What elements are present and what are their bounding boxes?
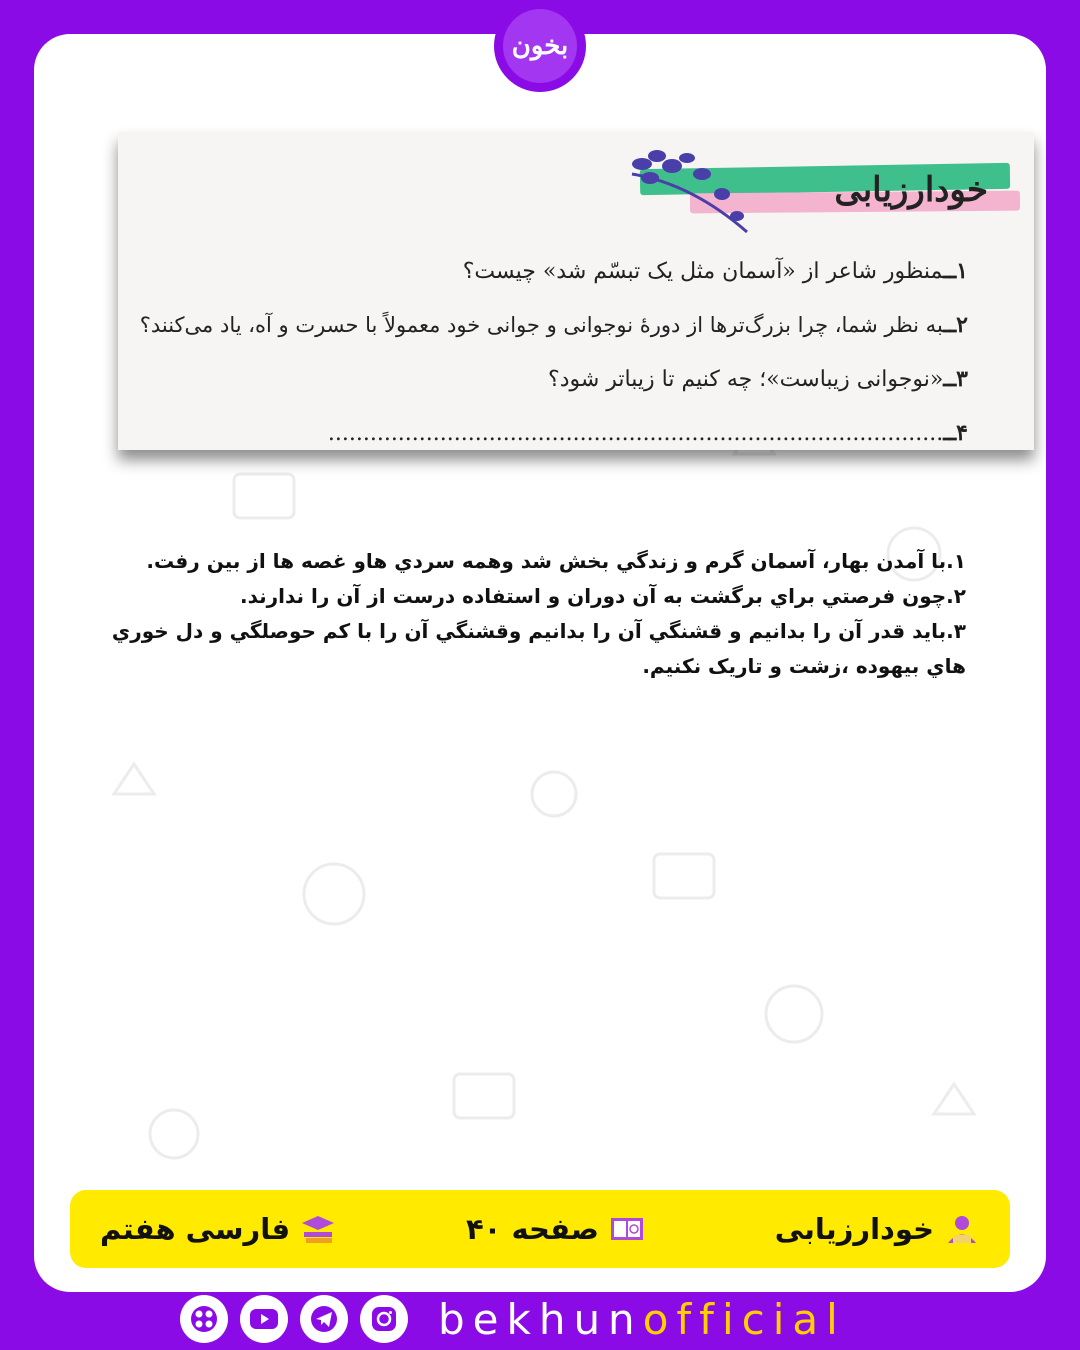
bekhun-logo: [494, 0, 586, 92]
brand-part2: official: [642, 1294, 846, 1344]
brand-name: [438, 1295, 846, 1344]
book-label: فارسی هفتم: [100, 1212, 291, 1246]
logo-text: بخون: [503, 9, 577, 83]
answer-item: ۲.چون فرصتي براي برگشت به آن دوران و استفاده درست از آن را ندارند.: [239, 584, 966, 608]
page-label: صفحه ۴۰: [465, 1212, 599, 1246]
lesson-label: خودارزیابی: [774, 1212, 934, 1246]
youtube-icon[interactable]: [240, 1295, 288, 1343]
question-item: ۴ــ........................................................................................: [327, 420, 968, 446]
page-tag: [466, 1212, 645, 1246]
question-item: ۱ــمنظور شاعر از «آسمان مثل یک تبسّم شد» چیست؟: [462, 258, 968, 284]
question-list: [128, 244, 968, 460]
scan-title-banner: [630, 154, 1020, 218]
aparat-icon[interactable]: [180, 1295, 228, 1343]
telegram-icon[interactable]: [300, 1295, 348, 1343]
graduation-cap-icon: [300, 1214, 336, 1244]
lavender-flower-icon: [612, 144, 762, 239]
question-item: ۳ــ«نوجوانی زیباست»؛ چه کنیم تا زیباتر شود؟: [548, 366, 968, 392]
footer-social: [180, 1294, 900, 1344]
answer-item: ۱.با آمدن بهار، آسمان گرم و زندگي بخش شد وهمه سردي هاو غصه ها از بين رفت.: [146, 549, 966, 573]
answers-list: [94, 544, 966, 684]
brand-part1: bekhun: [438, 1294, 643, 1344]
instagram-icon[interactable]: [360, 1295, 408, 1343]
lesson-tag: [775, 1212, 980, 1246]
question-item: ۲ــبه نظر شما، چرا بزرگ‌ترها از دورهٔ نوجوانی و جوانی خود معمولاً با حسرت و آه، یاد می‌کنند؟: [139, 312, 968, 338]
open-book-icon: [609, 1214, 645, 1244]
book-scan: [118, 132, 1034, 450]
scan-title: خودارزیابی: [834, 170, 988, 210]
info-bar: [70, 1190, 1010, 1268]
book-tag: [100, 1212, 336, 1246]
answer-item: ۳.بايد قدر آن را بدانيم و قشنگي آن را بدانيم وقشنگي آن را با کم حوصلگي و دل خوري هاي بيهوده ،زشت و تاريک نکنيم.: [111, 619, 966, 678]
student-icon: [944, 1214, 980, 1244]
